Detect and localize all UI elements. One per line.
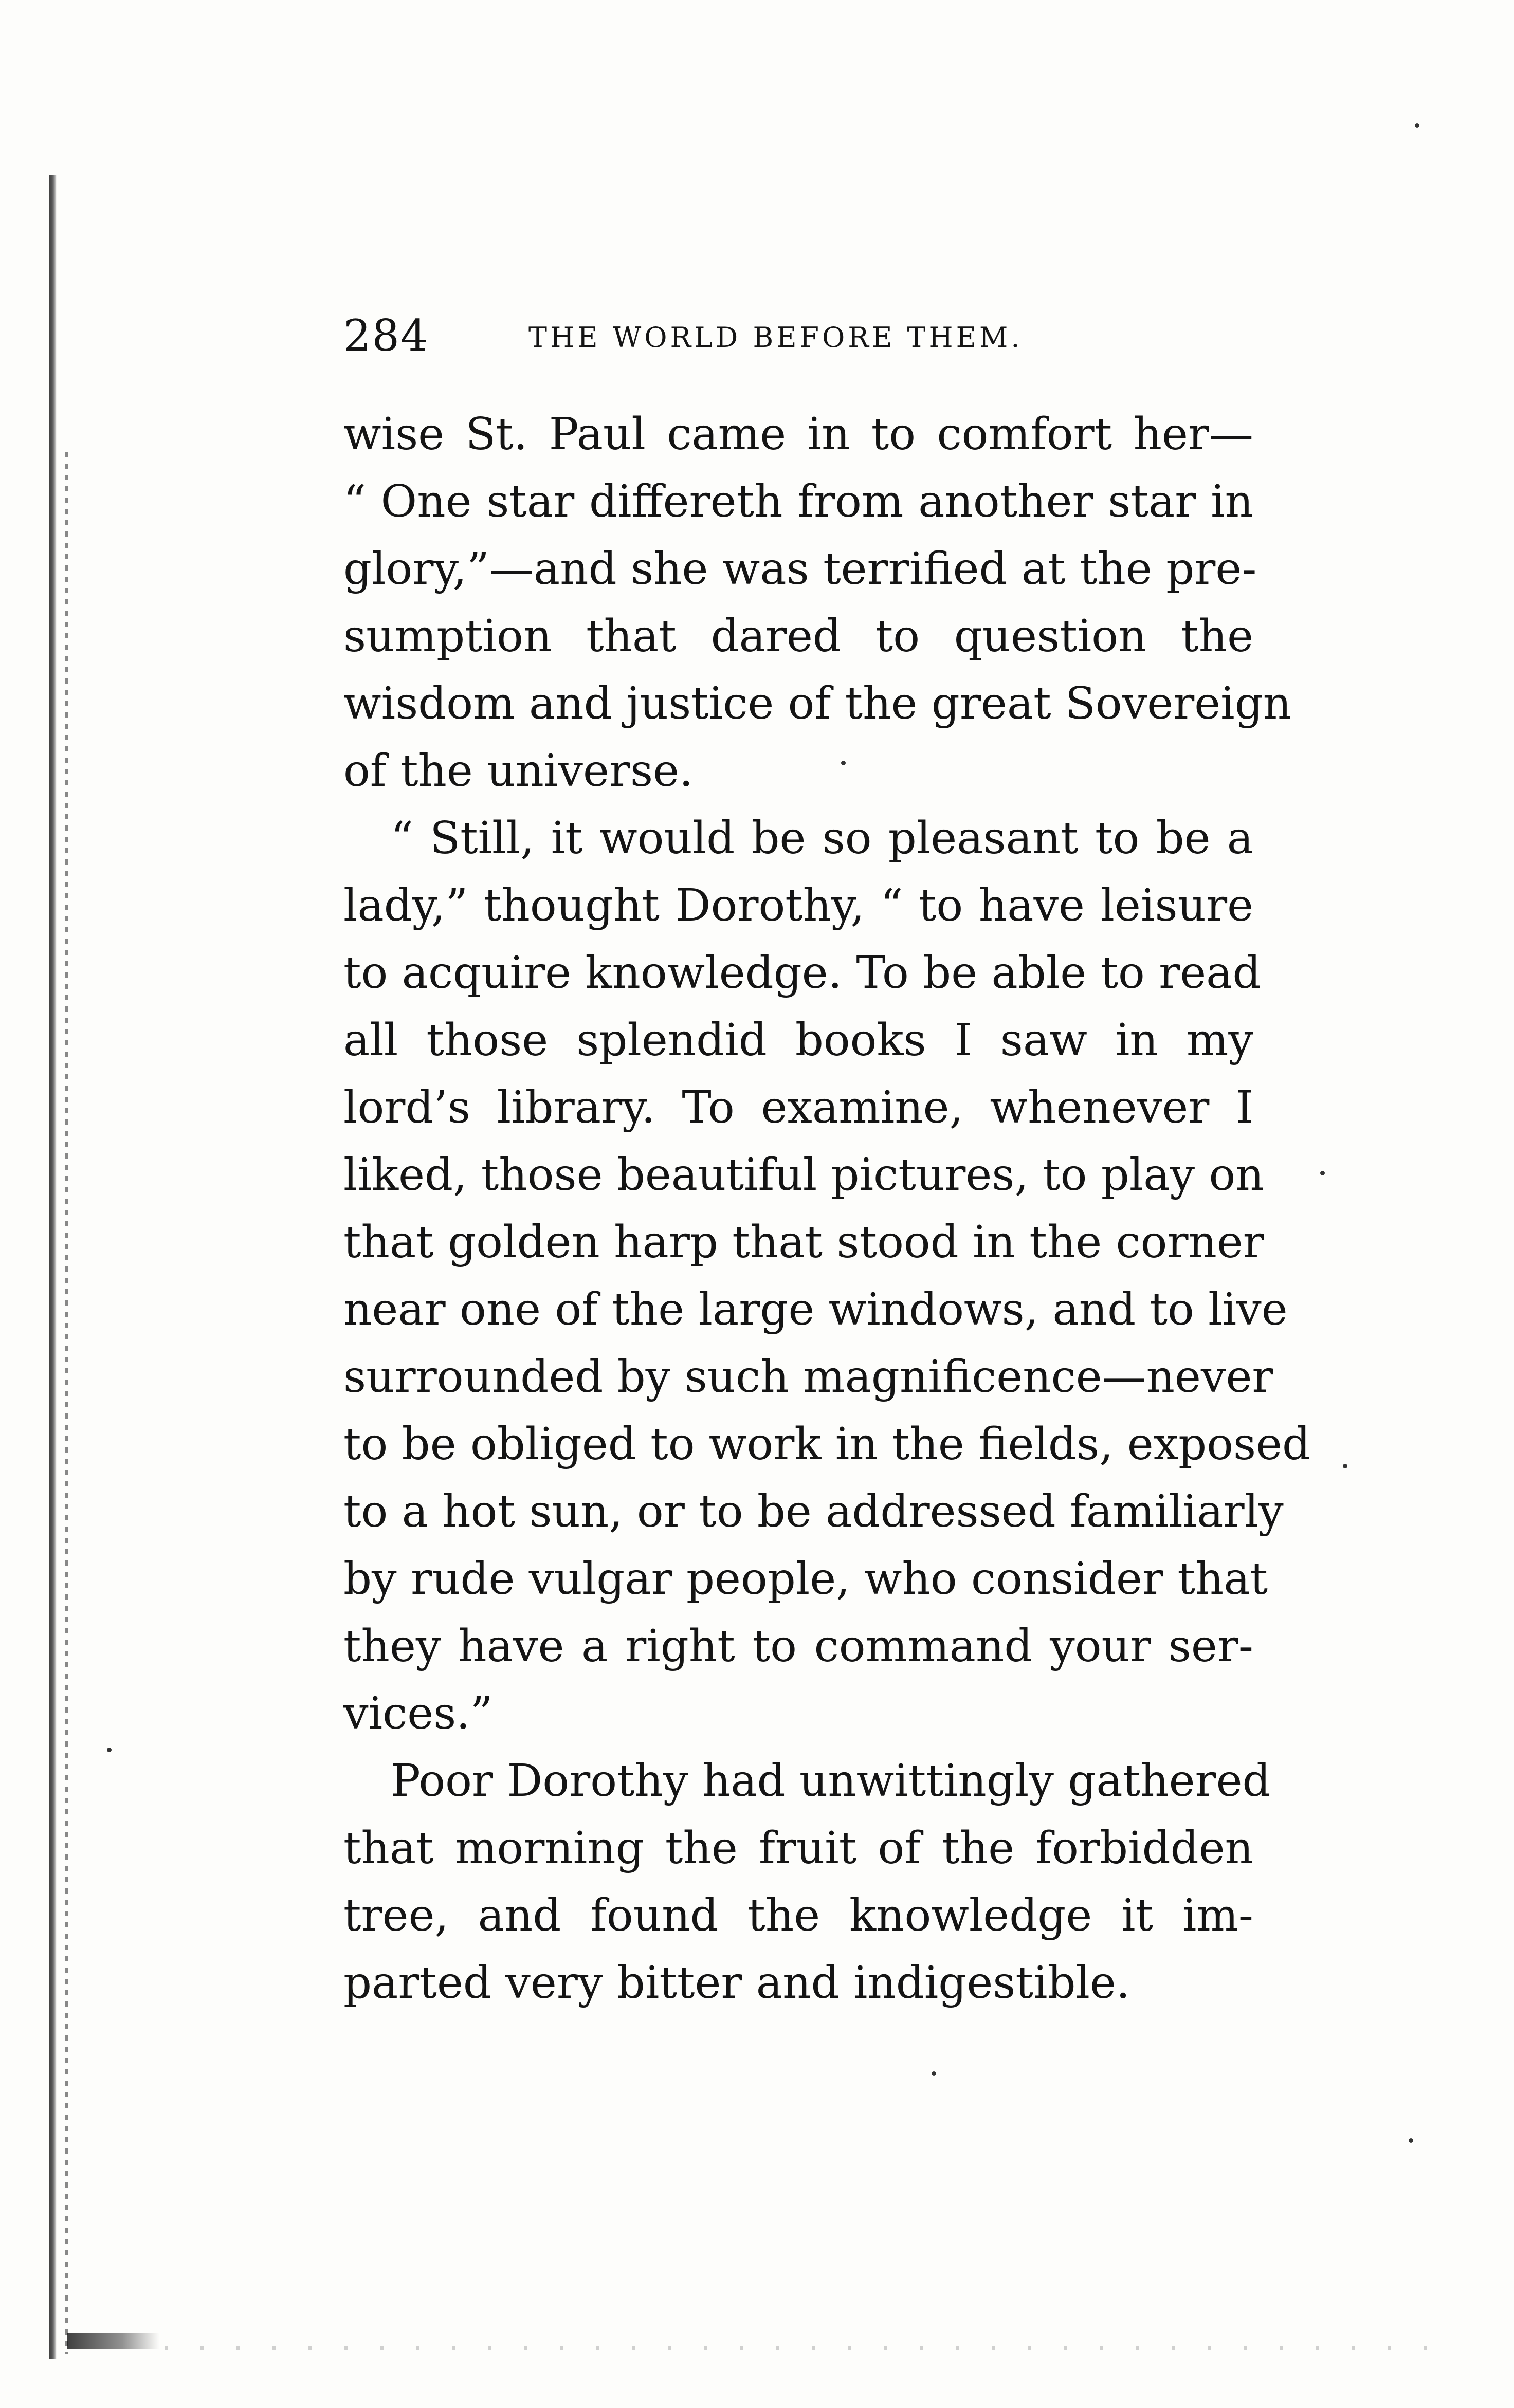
ink-speck bbox=[107, 1748, 112, 1752]
text-line: of the universe. bbox=[343, 745, 694, 797]
text-line: “ One star differeth from another star in bbox=[343, 476, 1253, 527]
ink-speck bbox=[1320, 1171, 1325, 1175]
text-line: that morning the fruit of the forbidden bbox=[343, 1823, 1253, 1874]
text-line: all those splendid books I saw in my bbox=[343, 1015, 1253, 1066]
ink-speck bbox=[1343, 1464, 1347, 1468]
text-line: that golden harp that stood in the corner bbox=[343, 1217, 1264, 1268]
text-line: to be obliged to work in the fields, exposed bbox=[343, 1419, 1311, 1470]
bottom-edge-specks bbox=[165, 2346, 1450, 2350]
text-line: near one of the large windows, and to live bbox=[343, 1284, 1288, 1335]
running-title: THE WORLD BEFORE THEM. bbox=[528, 321, 1023, 354]
ink-speck bbox=[1415, 123, 1419, 128]
text-line: sumption that dared to question the bbox=[343, 611, 1253, 662]
text-line: by rude vulgar people, who consider that bbox=[343, 1553, 1268, 1605]
text-line: to acquire knowledge. To be able to read bbox=[343, 947, 1261, 999]
text-line: to a hot sun, or to be addressed familiarly bbox=[343, 1486, 1284, 1537]
text-line: wisdom and justice of the great Sovereign bbox=[343, 678, 1292, 729]
page-number: 284 bbox=[343, 310, 429, 361]
text-line: wise St. Paul came in to comfort her— bbox=[343, 409, 1253, 460]
text-line: glory,”—and she was terrified at the pre- bbox=[343, 543, 1257, 595]
text-line: vices.” bbox=[343, 1688, 493, 1739]
text-line: surrounded by such magnificence—never bbox=[343, 1351, 1273, 1403]
text-line: parted very bitter and indigestible. bbox=[343, 1957, 1130, 2009]
text-line: lord’s library. To examine, whenever I bbox=[343, 1082, 1253, 1133]
binding-edge-specks bbox=[65, 452, 68, 2354]
running-head bbox=[343, 307, 1073, 364]
ink-speck bbox=[1409, 2138, 1413, 2143]
body-text bbox=[343, 401, 1311, 2017]
text-line: lady,” thought Dorothy, “ to have leisure bbox=[343, 880, 1253, 931]
text-line: Poor Dorothy had unwittingly gathered bbox=[391, 1755, 1271, 1807]
ink-speck bbox=[932, 2071, 936, 2076]
text-line: they have a right to command your ser- bbox=[343, 1621, 1253, 1672]
text-line: tree, and found the knowledge it im- bbox=[343, 1890, 1253, 1941]
text-line: “ Still, it would be so pleasant to be a bbox=[391, 813, 1253, 864]
binding-foot-mark bbox=[67, 2333, 159, 2349]
binding-edge-shadow bbox=[49, 175, 57, 2359]
text-line: liked, those beautiful pictures, to play on bbox=[343, 1149, 1264, 1201]
